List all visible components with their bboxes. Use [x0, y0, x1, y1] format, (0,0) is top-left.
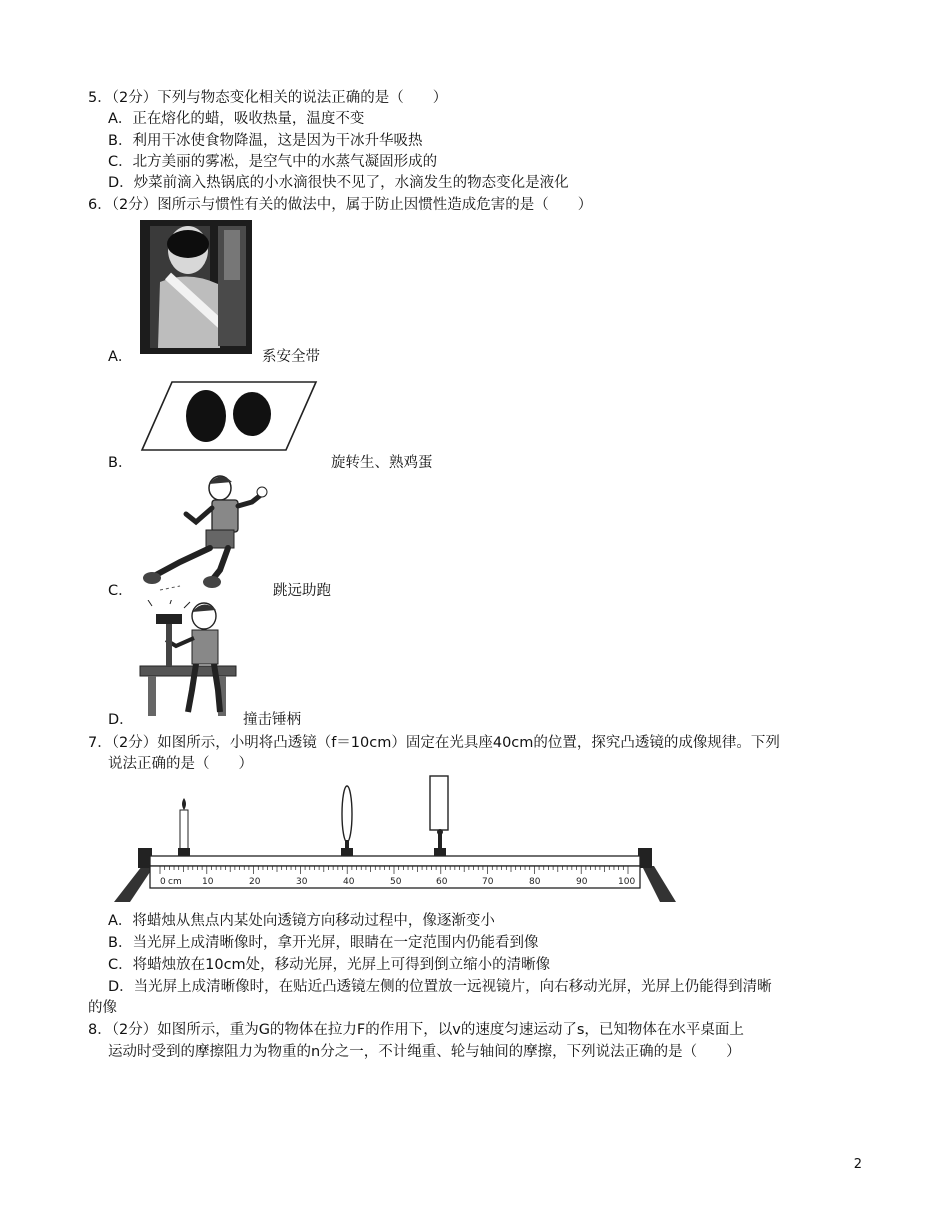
q6-option-b-caption: 旋转生、熟鸡蛋	[331, 455, 433, 471]
q7-option-b: B．当光屏上成清晰像时，拿开光屏，眼睛在一定范围内仍能看到像	[108, 935, 539, 951]
tick-label-10: 10	[202, 877, 214, 887]
tick-label-100: 100	[618, 877, 636, 887]
convex-lens	[341, 786, 353, 856]
q7-option-c: C．将蜡烛放在10cm处，移动光屏，光屏上可得到倒立缩小的清晰像	[108, 957, 551, 973]
tick-label-80: 80	[529, 877, 541, 887]
q7-option-a: A．将蜡烛从焦点内某处向透镜方向移动过程中，像逐渐变小	[108, 913, 495, 929]
hammer-drawing	[136, 600, 238, 720]
tick-label-cm: cm	[168, 877, 182, 887]
q7-stem-line-1: 7．（2分）如图所示，小明将凸透镜（f＝10cm）固定在光具座40cm的位置，探究凸透镜的成像规律。下列	[88, 735, 780, 751]
q6-option-c-letter: C．	[108, 583, 133, 599]
q5-option-d: D．炒菜前滴入热锅底的小水滴很快不见了，水滴发生的物态变化是液化	[108, 175, 569, 191]
q6-stem: 6．（2分）图所示与惯性有关的做法中，属于防止因惯性造成危害的是（ ）	[88, 197, 593, 213]
q7-option-d: D．当光屏上成清晰像时，在贴近凸透镜左侧的位置放一远视镜片，向右移动光屏，光屏上仍能得到清晰	[108, 979, 772, 995]
q8-stem-line-2: 运动时受到的摩擦阻力为物重的n分之一，不计绳重、轮与轴间的摩擦，下列说法正确的是（ ）	[108, 1044, 741, 1060]
eggs-diagram	[140, 380, 318, 452]
tick-label-20: 20	[249, 877, 261, 887]
q5-stem: 5．（2分）下列与物态变化相关的说法正确的是（ ）	[88, 90, 448, 106]
q6-option-b-letter: B．	[108, 455, 133, 471]
page-number: 2	[853, 1157, 862, 1172]
q6-option-d-letter: D．	[108, 712, 134, 728]
q6-option-a-letter: A．	[108, 349, 133, 365]
seatbelt-photo	[140, 220, 252, 354]
light-screen	[430, 776, 448, 856]
tick-label-40: 40	[343, 877, 355, 887]
tick-label-70: 70	[482, 877, 494, 887]
q7-stem-line-2: 说法正确的是（ ）	[108, 756, 253, 772]
q5-option-b: B．利用干冰使食物降温，这是因为干冰升华吸热	[108, 133, 423, 149]
q6-option-d-caption: 撞击锤柄	[243, 712, 301, 728]
tick-label-50: 50	[390, 877, 402, 887]
q8-stem-line-1: 8．（2分）如图所示，重为G的物体在拉力F的作用下，以v的速度匀速运动了s，已知物体在水平桌面上	[88, 1022, 744, 1038]
q5-option-a: A．正在熔化的蜡，吸收热量，温度不变	[108, 111, 365, 127]
runner-drawing	[140, 472, 268, 594]
tick-label-30: 30	[296, 877, 308, 887]
tick-label-60: 60	[436, 877, 448, 887]
q7-option-d-continued: 的像	[88, 1000, 117, 1016]
tick-label-90: 90	[576, 877, 588, 887]
candle	[178, 798, 190, 856]
q6-option-c-caption: 跳远助跑	[273, 583, 331, 599]
q6-option-a-caption: 系安全带	[262, 349, 320, 365]
q5-option-c: C．北方美丽的雾凇，是空气中的水蒸气凝固形成的	[108, 154, 438, 170]
tick-label-0: 0	[160, 877, 166, 887]
optical-bench-diagram	[110, 774, 680, 904]
